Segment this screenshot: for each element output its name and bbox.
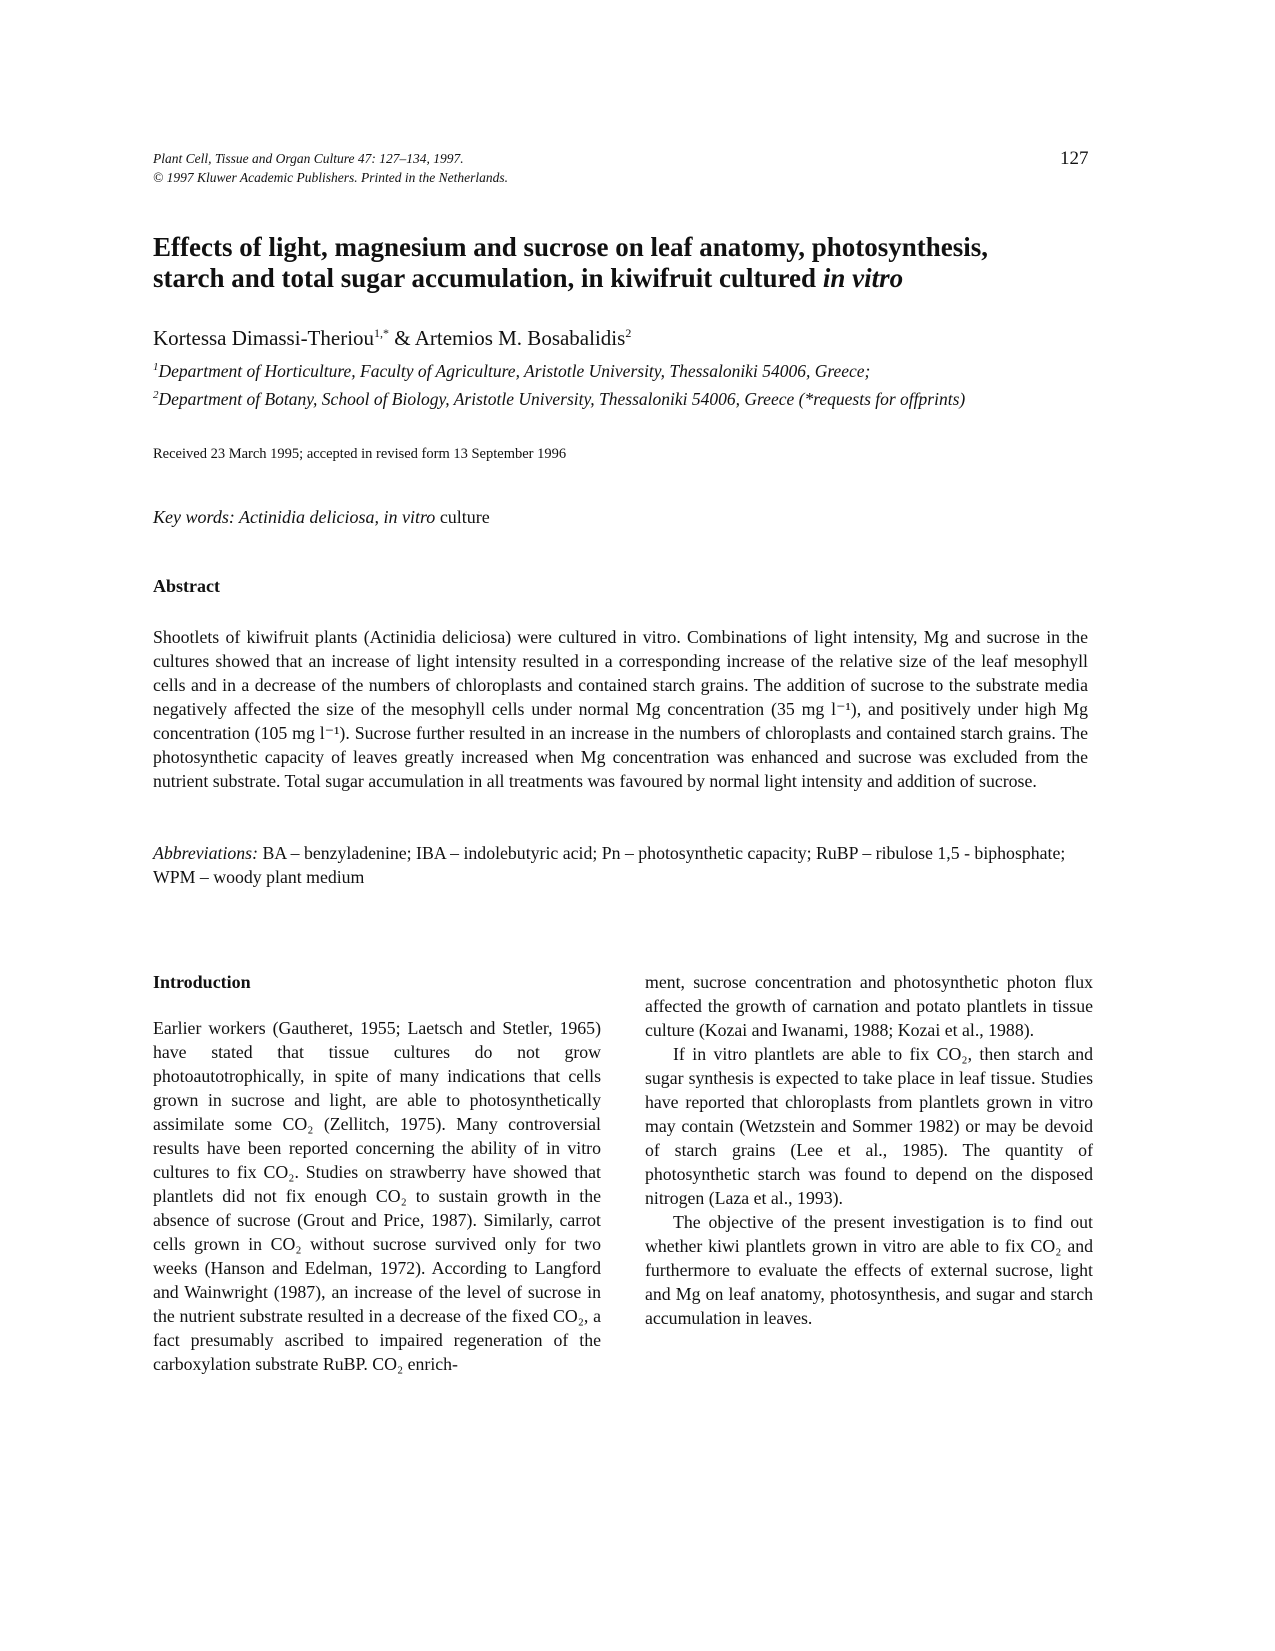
keywords-label: Key words: Actinidia deliciosa, in vitro bbox=[153, 507, 436, 527]
intro-paragraph: ment, sucrose concentration and photosynthetic photon flux affected the growth of carnation and potato plantlets in tissue culture (Kozai and Iwanami, 1988; Kozai et al., 1988). bbox=[645, 972, 1093, 1040]
author-2-sup: 2 bbox=[625, 326, 632, 340]
introduction-heading: Introduction bbox=[153, 972, 251, 992]
affiliations bbox=[153, 355, 1083, 411]
abstract-heading: Abstract bbox=[153, 576, 220, 596]
author-1-sup: 1,* bbox=[374, 326, 390, 340]
author-2: Artemios M. Bosabalidis bbox=[414, 326, 626, 350]
affiliation-1 bbox=[153, 355, 1083, 383]
abbreviations bbox=[153, 841, 1088, 889]
author-joiner: & bbox=[389, 326, 415, 350]
aff2-sup: 2 bbox=[153, 388, 159, 401]
intro-column-left bbox=[153, 1016, 601, 1376]
author-1: Kortessa Dimassi-Theriou bbox=[153, 326, 375, 350]
paper-title bbox=[153, 232, 1103, 294]
authors bbox=[153, 326, 631, 351]
abbreviations-text: BA – benzyladenine; IBA – indolebutyric acid; Pn – photosynthetic capacity; RuBP – ribulose 1,5 - biphosphate; WPM – woody plant medium bbox=[153, 843, 1066, 887]
aff1-sup: 1 bbox=[153, 361, 159, 373]
aff1-text: Department of Horticulture, Faculty of Agriculture, Aristotle University, Thessaloniki 54006, Greece; bbox=[158, 360, 871, 381]
intro-paragraph: The objective of the present investigation is to find out whether kiwi plantlets grown in vitro are able to fix CO₂ and furthermore to evaluate the effects of external sucrose, light and Mg on leaf anatomy, photosynthesis, and sugar and starch accumulation in leaves. bbox=[645, 1212, 1093, 1328]
title-italic: in vitro bbox=[822, 263, 904, 293]
aff2-text: Department of Botany, School of Biology, Aristotle University, Thessaloniki 54006, Greece (*requests for offprints) bbox=[158, 388, 966, 409]
journal-line-1: Plant Cell, Tissue and Organ Culture 47: 127–134, 1997. bbox=[153, 151, 464, 166]
title-line-2-main: starch and total sugar accumulation, in kiwifruit cultured bbox=[153, 263, 823, 293]
keywords bbox=[153, 507, 490, 528]
abbreviations-label: Abbreviations: bbox=[153, 843, 259, 863]
affiliation-2 bbox=[153, 383, 1083, 411]
abstract-body: Shootlets of kiwifruit plants (Actinidia deliciosa) were cultured in vitro. Combinations of light intensity, Mg and sucrose in the cultures showed that an increase of light intensity resulted in a corresponding increase of the relative size of the leaf mesophyll cells and in a decrease of the numbers of chloroplasts and contained starch grains. The addition of sucrose to the substrate media negatively affected the size of the mesophyll cells under normal Mg concentration (35 mg l⁻¹), and positively under high Mg concentration (105 mg l⁻¹). Sucrose further resulted in an increase in the numbers of chloroplasts and contained starch grains. The photosynthetic capacity of leaves greatly increased when Mg concentration was enhanced and sucrose was excluded from the nutrient substrate. Total sugar accumulation in all treatments was favoured by normal light intensity and addition of sucrose. bbox=[153, 627, 1088, 791]
intro-paragraph: Earlier workers (Gautheret, 1955; Laetsch and Stetler, 1965) have stated that tissue cultures do not grow photoautotrophically, in spite of many indications that cells grown in sucrose and light, are able to photosynthetically assimilate some CO₂ (Zellitch, 1975). Many controversial results have been reported concerning the ability of in vitro cultures to fix CO₂. Studies on strawberry have showed that plantlets did not fix enough CO₂ to sustain growth in the absence of sucrose (Grout and Price, 1987). Similarly, carrot cells grown in CO₂ without sucrose survived only for two weeks (Hanson and Edelman, 1972). According to Langford and Wainwright (1987), an increase of the level of sucrose in the nutrient substrate resulted in a decrease of the fixed CO₂, a fact presumably ascribed to impaired regeneration of the carboxylation substrate RuBP. CO₂ enrich- bbox=[153, 1018, 601, 1374]
title-line-1: Effects of light, magnesium and sucrose on leaf anatomy, photosynthesis, bbox=[153, 232, 989, 262]
received-dates: Received 23 March 1995; accepted in revised form 13 September 1996 bbox=[153, 446, 567, 462]
intro-paragraph: If in vitro plantlets are able to fix CO₂, then starch and sugar synthesis is expected to take place in leaf tissue. Studies have reported that chloroplasts from plantlets grown in vitro may contain (Wetzstein and Sommer 1982) or may be devoid of starch grains (Lee et al., 1985). The quantity of photosynthetic starch was found to depend on the disposed nitrogen (Laza et al., 1993). bbox=[645, 1044, 1093, 1208]
journal-line-2: © 1997 Kluwer Academic Publishers. Printed in the Netherlands. bbox=[153, 170, 508, 185]
journal-citation bbox=[153, 149, 508, 187]
title-line-2 bbox=[153, 263, 1103, 294]
page-number: 127 bbox=[1060, 148, 1089, 169]
intro-column-right bbox=[645, 970, 1093, 1330]
keywords-tail: culture bbox=[435, 507, 490, 527]
